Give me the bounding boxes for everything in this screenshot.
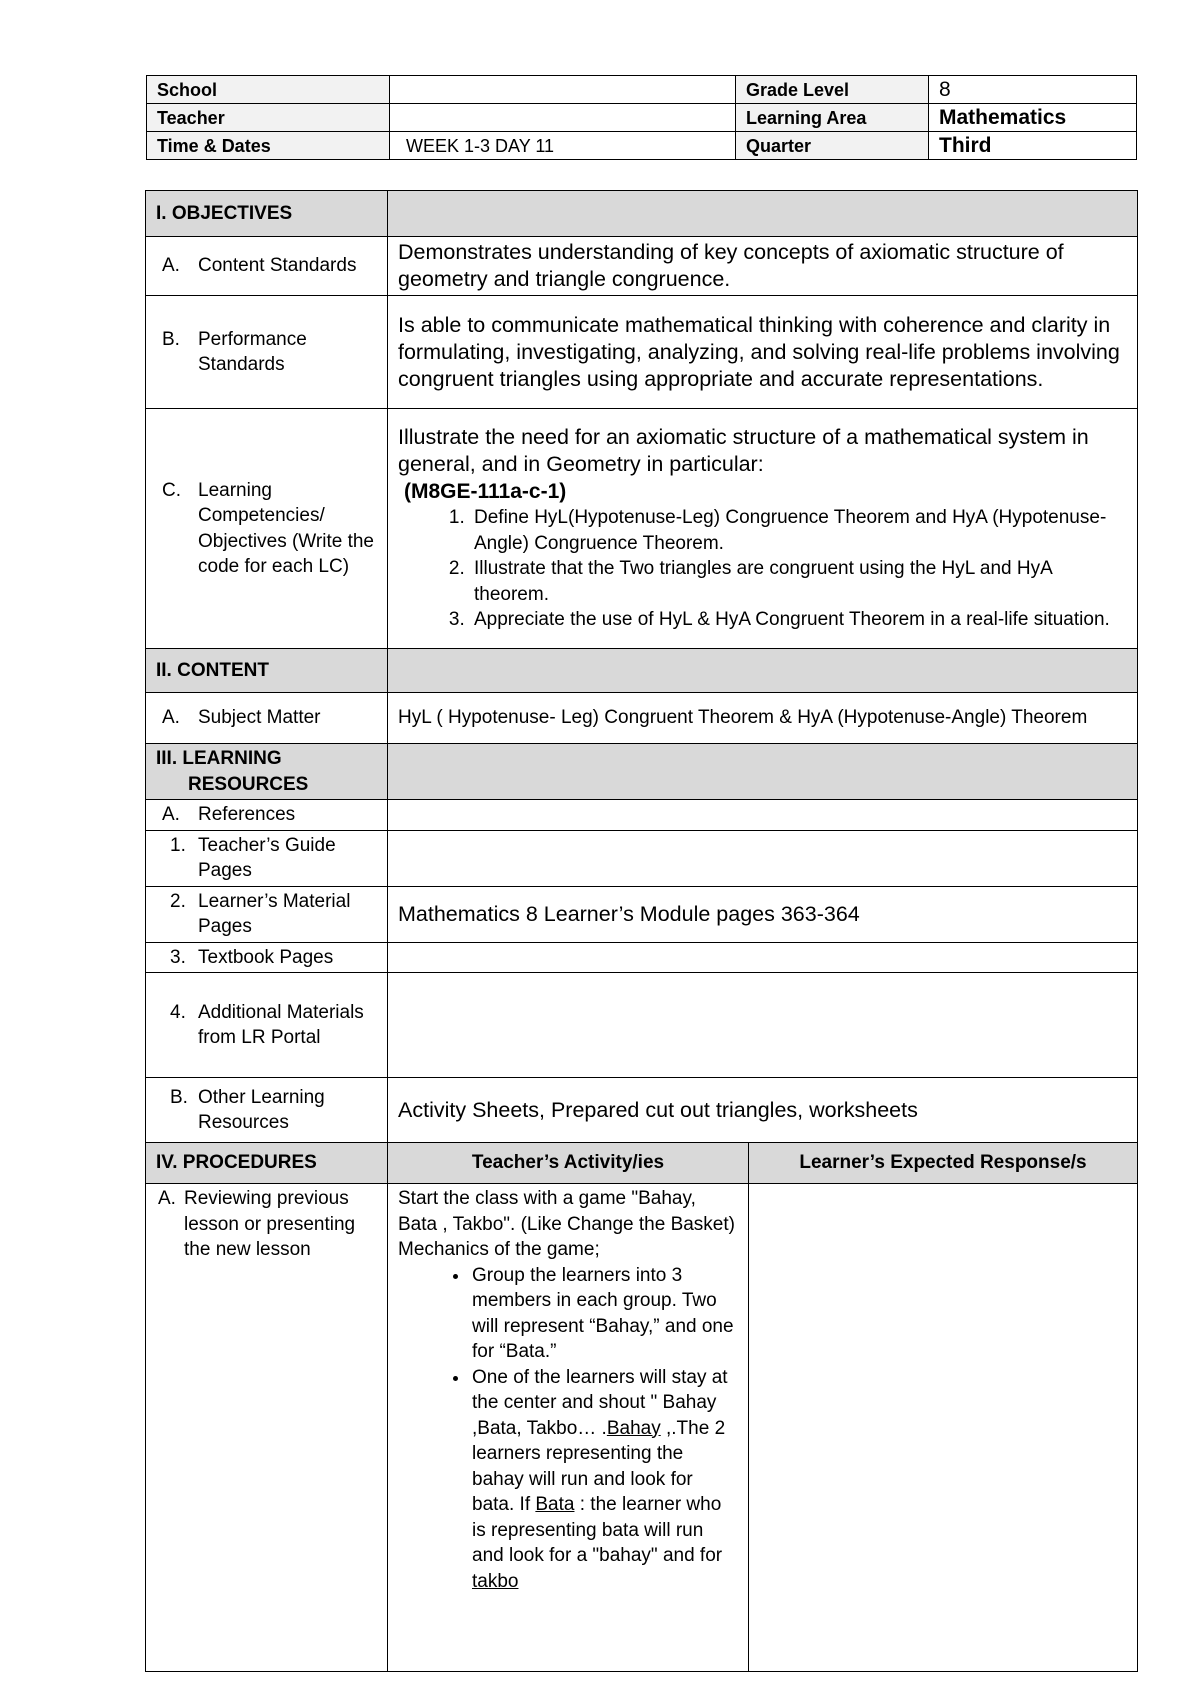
quarter-value[interactable]: Third	[929, 132, 1137, 160]
grade-level-label: Grade Level	[736, 76, 929, 104]
additional-materials-label-cell	[146, 973, 388, 1078]
subject-matter-row	[146, 693, 1138, 744]
game-intro: Start the class with a game "Bahay, Bata , Takbo". (Like Change the Basket)	[398, 1188, 735, 1235]
additional-materials-marker: 4.	[170, 1001, 186, 1023]
mechanics-bullet	[470, 1365, 738, 1595]
teachers-guide-label-cell	[146, 830, 388, 886]
header-table	[146, 75, 1137, 160]
resources-title-line1: III. LEARNING	[156, 748, 282, 769]
teachers-guide-value	[388, 830, 1138, 886]
time-dates-label: Time & Dates	[147, 132, 390, 160]
performance-standards-row	[146, 296, 1138, 409]
other-resources-label: Other Learning Resources	[198, 1086, 325, 1133]
additional-materials-row	[146, 973, 1138, 1078]
performance-standards-marker: B.	[162, 328, 180, 350]
reviewing-row	[146, 1184, 1138, 1672]
reviewing-marker: A.	[158, 1188, 176, 1209]
school-label: School	[147, 76, 390, 104]
references-marker: A.	[162, 804, 180, 825]
content-standards-row	[146, 237, 1138, 296]
other-resources-marker: B.	[170, 1086, 188, 1108]
performance-standards-label-cell	[146, 296, 388, 409]
game-mechanics-list	[398, 1263, 738, 1595]
learning-competencies-code: (M8GE-111a-c-1)	[404, 480, 567, 504]
teacher-activity-cell	[388, 1184, 749, 1672]
game-mechanics-label: Mechanics of the game;	[398, 1239, 600, 1260]
quarter-label: Quarter	[736, 132, 929, 160]
reviewing-label: Reviewing previous lesson or presenting the new lesson	[184, 1188, 356, 1260]
learning-competencies-list	[398, 505, 1127, 633]
bata-underlined: Bata	[535, 1494, 575, 1515]
header-row-time	[147, 132, 1137, 160]
bahay-underlined: Bahay	[606, 1417, 661, 1439]
additional-materials-value	[388, 973, 1138, 1078]
header-row-teacher	[147, 104, 1137, 132]
teachers-guide-marker: 1.	[170, 834, 186, 856]
teacher-value[interactable]	[390, 104, 736, 132]
competency-item: 1. Define HyL(Hypotenuse-Leg) Congruence Theorem and HyA (Hypotenuse- Angle) Congruence Theorem.	[470, 505, 1127, 556]
other-resources-value: Activity Sheets, Prepared cut out triangles, worksheets	[388, 1078, 1138, 1143]
other-resources-row	[146, 1078, 1138, 1143]
learning-competencies-label-cell	[146, 409, 388, 649]
content-standards-text: Demonstrates understanding of key concepts of axiomatic structure of geometry and triangle congruence.	[388, 237, 1138, 296]
header-row-school	[147, 76, 1137, 104]
references-label: References	[198, 804, 296, 825]
performance-standards-label: Performance Standards	[198, 328, 307, 375]
learner-response-cell	[749, 1184, 1138, 1672]
textbook-label: Textbook Pages	[198, 946, 334, 968]
objectives-title: I. OBJECTIVES	[146, 191, 388, 237]
subject-matter-marker: A.	[162, 707, 180, 729]
resources-title-line2: RESOURCES	[188, 773, 309, 795]
objectives-title-fill	[388, 191, 1138, 237]
content-title-fill	[388, 649, 1138, 693]
resources-title-fill	[388, 744, 1138, 800]
mechanics-bullet: • Group the learners into 3 members in each group. Two will represent “Bahay,” and one for “Bata.”	[470, 1263, 738, 1365]
learners-material-label-cell	[146, 886, 388, 942]
resources-section-row	[146, 744, 1138, 800]
learning-competencies-marker: C.	[162, 479, 181, 501]
bullet2-text-2: ,.The 2 learners representing the bahay will run and look for bata. If	[472, 1417, 726, 1515]
learning-competencies-intro: Illustrate the need for an axiomatic structure of a mathematical system in general, and in Geometry in particular:	[398, 425, 1089, 477]
bullet2-text-3: : the learner who is representing bata will run and look for a "bahay" and for	[472, 1494, 723, 1566]
competency-item: 3. Appreciate the use of HyL & HyA Congruent Theorem in a real-life situation.	[470, 607, 1127, 633]
procedures-section-row	[146, 1143, 1138, 1184]
references-row	[146, 800, 1138, 831]
subject-matter-text: HyL ( Hypotenuse- Leg) Congruent Theorem & HyA (Hypotenuse-Angle) Theorem	[388, 693, 1138, 744]
teachers-guide-row	[146, 830, 1138, 886]
performance-standards-text: Is able to communicate mathematical thinking with coherence and clarity in formulating, investigating, analyzing, and solving real-life problems involving congruent triangles using appropriate and accurate representations.	[388, 296, 1138, 409]
learners-material-label: Learner’s Material Pages	[198, 890, 351, 937]
other-resources-label-cell	[146, 1078, 388, 1143]
content-standards-label-cell	[146, 237, 388, 296]
teacher-activity-header: Teacher’s Activity/ies	[388, 1143, 749, 1184]
learning-area-value[interactable]: Mathematics	[929, 104, 1137, 132]
objectives-section-row	[146, 191, 1138, 237]
learners-material-row	[146, 886, 1138, 942]
takbo-underlined: takbo	[472, 1570, 519, 1592]
teacher-label: Teacher	[147, 104, 390, 132]
grade-level-value[interactable]: 8	[929, 76, 1137, 104]
learning-competencies-label: Learning Competencies/ Objectives (Write the code for each LC)	[198, 479, 374, 577]
textbook-label-cell	[146, 942, 388, 973]
subject-matter-label-cell	[146, 693, 388, 744]
textbook-row	[146, 942, 1138, 973]
content-standards-label: Content Standards	[198, 255, 357, 277]
procedures-title: IV. PROCEDURES	[146, 1143, 388, 1184]
reviewing-label-cell	[146, 1184, 388, 1672]
subject-matter-label: Subject Matter	[198, 707, 321, 729]
teachers-guide-label: Teacher’s Guide Pages	[198, 834, 336, 881]
content-title: II. CONTENT	[146, 649, 388, 693]
textbook-marker: 3.	[170, 946, 186, 968]
school-value[interactable]	[390, 76, 736, 104]
content-section-row	[146, 649, 1138, 693]
learners-material-marker: 2.	[170, 890, 186, 912]
references-value	[388, 800, 1138, 831]
textbook-value	[388, 942, 1138, 973]
learning-area-label: Learning Area	[736, 104, 929, 132]
competency-item: 2. Illustrate that the Two triangles are congruent using the HyL and HyA theorem.	[470, 556, 1127, 607]
time-dates-value[interactable]: WEEK 1-3 DAY 11	[390, 132, 736, 160]
lesson-plan-table	[145, 190, 1138, 1672]
bullet2-text-1: One of the learners will stay at the center and shout " Bahay ,Bata, Takbo… .	[472, 1366, 728, 1439]
learners-material-value: Mathematics 8 Learner’s Module pages 363-364	[388, 886, 1138, 942]
learning-competencies-row	[146, 409, 1138, 649]
additional-materials-label: Additional Materials from LR Portal	[198, 1001, 364, 1048]
learner-response-header: Learner’s Expected Response/s	[749, 1143, 1138, 1184]
learning-competencies-cell	[388, 409, 1138, 649]
resources-title-cell	[146, 744, 388, 800]
references-label-cell	[146, 800, 388, 831]
content-standards-marker: A.	[162, 255, 180, 277]
